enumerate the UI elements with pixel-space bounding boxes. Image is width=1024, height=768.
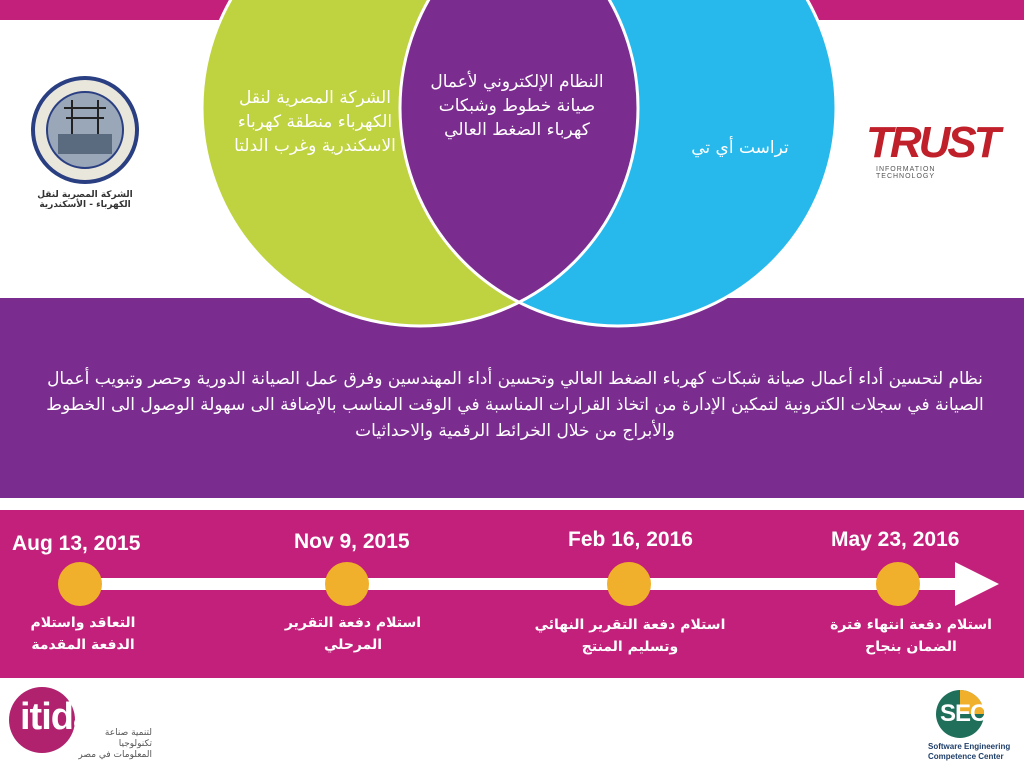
venn-center-label: النظام الإلكتروني لأعمال صيانة خطوط وشبكات كهرباء الضغط العالي — [430, 72, 604, 140]
milestone-date-1: Aug 13, 2015 — [12, 532, 141, 555]
milestone-label-2: استلام دفعة التقرير المرحلي — [284, 615, 422, 653]
milestone-dot-2 — [325, 562, 369, 606]
itida-logo-text: itida — [20, 696, 94, 738]
milestone-date-3: Feb 16, 2016 — [568, 528, 693, 551]
milestone-dot-1 — [58, 562, 102, 606]
itida-logo — [6, 684, 156, 764]
venn-left-label: الشركة المصرية لنقل الكهرباء منطقة كهرباء الاسكندرية وغرب الدلتا — [234, 88, 396, 156]
itida-subtitle-line-1: لتنمية صناعة تكنولوجيا — [104, 728, 152, 749]
eetc-caption: الشركة المصرية لنقل الكهرباء - الأسكندرية — [37, 190, 133, 210]
trust-logo — [866, 118, 998, 184]
milestone-label-3: استلام دفعة التقرير النهائي وتسليم المنتج — [534, 617, 726, 655]
itida-subtitle — [72, 728, 152, 761]
eetc-logo — [22, 72, 148, 210]
secc-logo-text: SECC — [940, 700, 1003, 727]
milestone-date-4: May 23, 2016 — [831, 528, 960, 551]
eetc-seal-icon — [22, 72, 148, 206]
trust-logo-subtitle: INFORMATION TECHNOLOGY — [876, 166, 936, 180]
timeline-arrow-icon — [955, 562, 999, 606]
milestone-dot-4 — [876, 562, 920, 606]
milestone-label-4: استلام دفعة انتهاء فترة الضمان بنجاح — [830, 617, 992, 655]
milestone-dot-3 — [607, 562, 651, 606]
milestone-date-2: Nov 9, 2015 — [294, 530, 410, 553]
itida-subtitle-line-2: المعلومات في مصر — [78, 750, 152, 760]
trust-logo-text: TRUST — [866, 118, 998, 167]
timeline-line — [70, 578, 960, 590]
secc-subtitle-line-1: Software Engineering — [928, 742, 1011, 751]
secc-logo — [928, 688, 1020, 764]
project-description: نظام لتحسين أداء أعمال صيانة شبكات كهرباء الضغط العالي وتحسين أداء المهندسين وفرق عمل الصيانة الدورية وحصر وتبويب أعمال الصيانة في سجلات الكترونية لتمكين الإدارة من اتخاذ القرارات المناسبة في الوقت المناسب بالإضافة الى سهولة الوصول الى الخطوط والأبراج من خلال الخرائط الرقمية والاحداثيات — [46, 369, 984, 441]
venn-right-label: تراست أي تي — [691, 138, 789, 158]
secc-subtitle-line-2: Competence Center — [928, 752, 1004, 761]
milestone-label-1: التعاقد واستلام الدفعة المقدمة — [30, 615, 136, 653]
secc-subtitle — [928, 742, 1020, 762]
